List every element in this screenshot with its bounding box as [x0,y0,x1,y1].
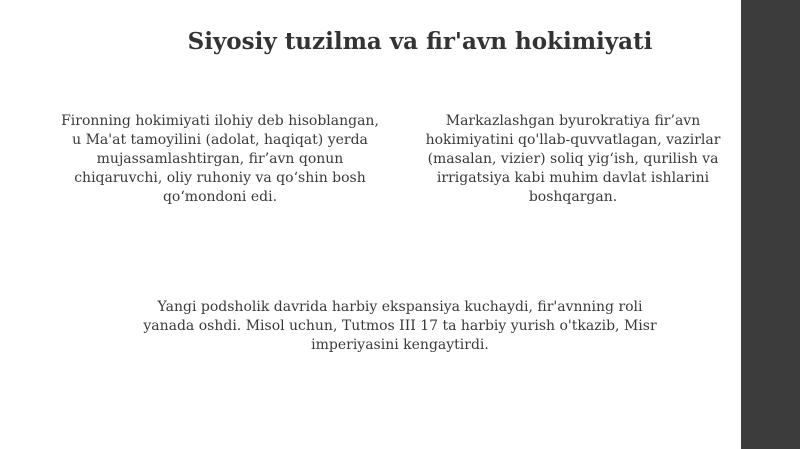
paragraph-pharaoh-divine-power: Fironning hokimiyati ilohiy deb hisoblangan, u Ma'at tamoyilini (adolat, haqiqat) yerda mujassamlashtirgan, fir’avn qonun chiqaruvchi, oliy ruhoniy va qo‘shin bosh qo‘mondoni edi. [61,113,379,205]
side-panel-bar [741,0,800,449]
paragraph-bureaucracy: Markazlashgan byurokratiya fir’avn hokimiyatini qo'llab-quvvatlagan, vazirlar (masalan, vizier) soliq yig‘ish, qurilish va irrigatsiya kabi muhim davlat ishlarini boshqargan. [425,113,721,205]
paragraph-new-kingdom-expansion: Yangi podsholik davrida harbiy ekspansiya kuchaydi, fir'avnning roli yanada oshdi. Misol uchun, Tutmos III 17 ta harbiy yurish o'tkazib, Misr imperiyasini kengaytirdi. [143,299,657,353]
slide-title: Siyosiy tuzilma va fir'avn hokimiyati [187,28,653,55]
